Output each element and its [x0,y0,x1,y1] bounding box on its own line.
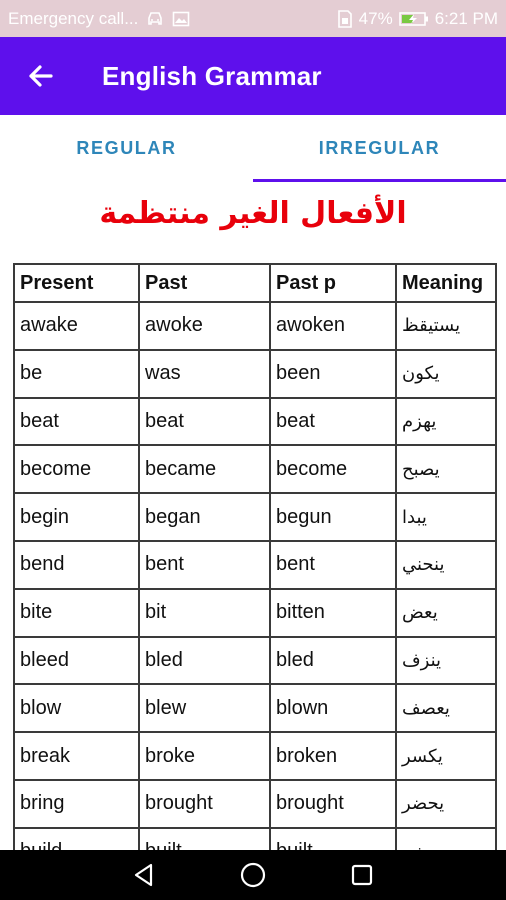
table-row [14,445,496,493]
cell-meaning: ينحني [396,541,496,589]
cell-meaning: يحضر [396,780,496,828]
cell-past-participle: beat [270,398,396,446]
table-row [14,350,496,398]
table-row [14,493,496,541]
cell-present: begin [14,493,139,541]
app-title: English Grammar [102,60,322,91]
clock: 6:21 PM [434,8,498,28]
header-meaning: Meaning [396,264,496,302]
cell-past: bit [139,589,270,637]
cell-past-participle: been [270,350,396,398]
cell-past-participle: brought [270,780,396,828]
tab-irregular[interactable]: IRREGULAR [253,115,506,182]
cell-past: blew [139,684,270,732]
circle-home-icon [239,861,267,889]
cell-meaning: يبدا [396,493,496,541]
cell-past: began [139,493,270,541]
header-past: Past [139,264,270,302]
arrow-left-icon [27,64,53,88]
cell-present: blow [14,684,139,732]
cell-past-participle: broken [270,732,396,780]
nav-home-button[interactable] [233,855,273,895]
table-row [14,732,496,780]
table-row [14,780,496,828]
back-button[interactable] [0,37,80,115]
cell-past: bent [139,541,270,589]
navigation-bar [0,850,506,900]
square-recents-icon [350,863,374,887]
table-row [14,398,496,446]
notification-text: Emergency call... [8,8,139,28]
cell-past-participle: blown [270,684,396,732]
cell-past-participle: bent [270,541,396,589]
status-bar [0,0,506,37]
cell-past: bled [139,637,270,685]
cell-meaning: يستيقظ [396,302,496,350]
cell-past: was [139,350,270,398]
cell-present: bite [14,589,139,637]
cell-meaning: يصبح [396,445,496,493]
table-row [14,302,496,350]
table-header-row [14,264,496,302]
cell-meaning: يكسر [396,732,496,780]
nav-recents-button[interactable] [342,855,382,895]
cell-past-participle: begun [270,493,396,541]
nav-back-button[interactable] [124,855,164,895]
header-past-participle: Past p [270,264,396,302]
battery-percent: 47% [358,8,393,28]
verbs-table [13,263,497,877]
cell-past: broke [139,732,270,780]
sim-icon [337,10,353,28]
cell-past: beat [139,398,270,446]
header-present: Present [14,264,139,302]
content-area[interactable] [0,182,506,850]
cell-meaning: يهزم [396,398,496,446]
cell-meaning: ينزف [396,637,496,685]
cell-present: bring [14,780,139,828]
cell-present: be [14,350,139,398]
tab-bar [0,115,506,182]
cell-present: bleed [14,637,139,685]
cell-present: bend [14,541,139,589]
cell-past-participle: bled [270,637,396,685]
image-icon [172,11,190,27]
cell-meaning: يعض [396,589,496,637]
app-bar [0,37,506,115]
triangle-back-icon [131,862,157,888]
cell-present: awake [14,302,139,350]
tab-regular[interactable]: REGULAR [76,138,177,158]
cell-meaning: يكون [396,350,496,398]
battery-charging-icon [399,11,429,27]
cell-past: became [139,445,270,493]
cell-present: break [14,732,139,780]
table-row [14,684,496,732]
cell-past: brought [139,780,270,828]
cell-past-participle: bitten [270,589,396,637]
cell-present: become [14,445,139,493]
car-icon [146,11,164,27]
cell-present: beat [14,398,139,446]
cell-past: awoke [139,302,270,350]
table-row [14,637,496,685]
section-title: الأفعال الغير منتظمة [99,196,407,231]
cell-past-participle: awoken [270,302,396,350]
table-row [14,589,496,637]
table-row [14,541,496,589]
cell-past-participle: become [270,445,396,493]
cell-meaning: يعصف [396,684,496,732]
